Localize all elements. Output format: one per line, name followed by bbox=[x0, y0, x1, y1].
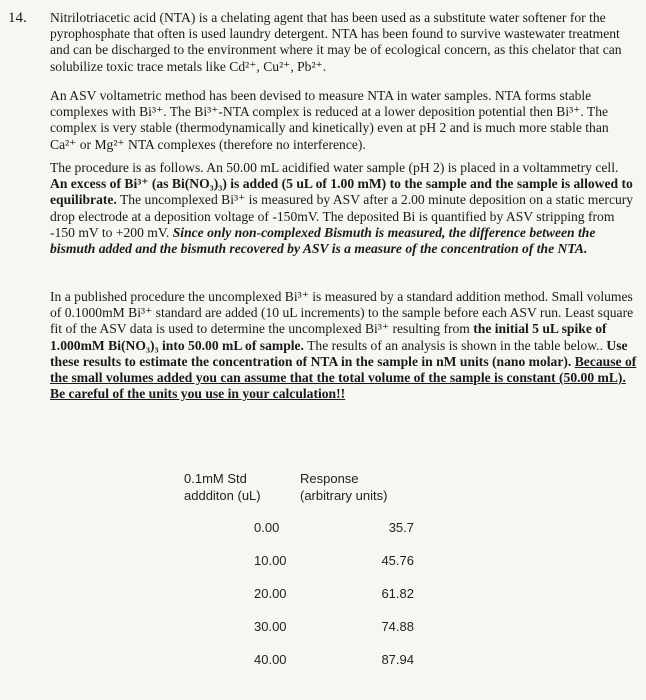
table-row bbox=[184, 520, 484, 540]
method-text: An ASV voltametric method has been devised to measure NTA in water samples. NTA forms stable complexes with Bi³⁺. The Bi³⁺-NTA complex is reduced at a lower deposition potential then Bi³⁺. The complex is very stable (thermodynamically and kinetically) even at pH 2 and is much more stable than Ca²⁺ or Mg²⁺ NTA complexes (therefore no interference). bbox=[50, 88, 609, 152]
procedure-paragraph bbox=[50, 160, 638, 257]
addition-cell: 40.00 bbox=[254, 652, 287, 667]
question-text-f: Because of the small volumes added you can assume that the total volume of the sample is constant (50.00 mL). Be careful of the units you use in your calculation!! bbox=[50, 353, 637, 402]
addition-cell: 0.00 bbox=[254, 520, 280, 535]
table-row bbox=[184, 586, 484, 606]
question-text-c: The results of an analysis is shown in the table below.. bbox=[303, 337, 607, 353]
procedure-text-c: The uncomplexed Bi³⁺ is measured by ASV after a 2.00 minute deposition on a static mercury drop electrode at a deposition voltage of -150mV. The deposited Bi is quantified by ASV stripping from -150 mV to +200 mV. bbox=[50, 192, 634, 240]
question-text-b: the initial 5 uL spike of 1.000mM Bi(NO₃)₃ into 50.00 mL of sample. bbox=[50, 321, 607, 353]
response-cell: 35.7 bbox=[388, 520, 414, 535]
procedure-text-a: The procedure is as follows. An 50.00 mL acidified water sample (pH 2) is placed in a voltammetry cell. bbox=[50, 160, 619, 175]
intro-paragraph bbox=[50, 10, 638, 75]
table-row bbox=[184, 553, 484, 573]
question-text-a: In a published procedure the uncomplexed Bi³⁺ is measured by a standard addition method. Small volumes of 0.1000mM Bi³⁺ standard are added (10 uL increments) to the sample before each ASV run. Least square fit of the ASV data is used to determine the uncomplexed Bi³⁺ resulting from bbox=[50, 289, 634, 337]
header-addition-line2: addditon (uL) bbox=[184, 488, 261, 503]
table-header bbox=[184, 470, 484, 514]
addition-cell: 20.00 bbox=[254, 586, 287, 601]
intro-text: Nitrilotriacetic acid (NTA) is a chelating agent that has been used as a substitute water softener for the pyrophosphate that often is used laundry detergent. NTA has been found to survive wastewater treatment and can be discharged to the environment where it may be of ecological concern, as this chelator that can solubilize toxic trace metals like Cd²⁺, Cu²⁺, Pb²⁺. bbox=[50, 10, 622, 74]
header-addition bbox=[184, 470, 261, 504]
table-row bbox=[184, 652, 484, 672]
table-row bbox=[184, 619, 484, 639]
response-cell: 61.82 bbox=[381, 586, 414, 601]
question-number: 14. bbox=[8, 10, 27, 26]
header-response-line1: Response bbox=[300, 471, 359, 486]
header-response bbox=[300, 470, 387, 504]
header-addition-line1: 0.1mM Std bbox=[184, 471, 247, 486]
method-paragraph bbox=[50, 88, 638, 153]
addition-cell: 30.00 bbox=[254, 619, 287, 634]
addition-cell: 10.00 bbox=[254, 553, 287, 568]
response-cell: 87.94 bbox=[381, 652, 414, 667]
procedure-text-b: An excess of Bi³⁺ (as Bi(NO₃)₃) is added (5 uL of 1.00 mM) to the sample and the sample is allowed to equilibrate. bbox=[50, 176, 633, 208]
procedure-text-d: Since only non-complexed Bismuth is measured, the difference between the bismuth added and the bismuth recovered by ASV is a measure of the concentration of the NTA. bbox=[50, 224, 596, 257]
question-paragraph bbox=[50, 289, 638, 402]
results-table bbox=[184, 470, 484, 667]
question-text-d: Use these results to estimate the concentration of NTA in the sample in nM units (nano molar). bbox=[50, 337, 628, 369]
response-cell: 45.76 bbox=[381, 553, 414, 568]
header-response-line2: (arbitrary units) bbox=[300, 488, 388, 503]
response-cell: 74.88 bbox=[381, 619, 414, 634]
